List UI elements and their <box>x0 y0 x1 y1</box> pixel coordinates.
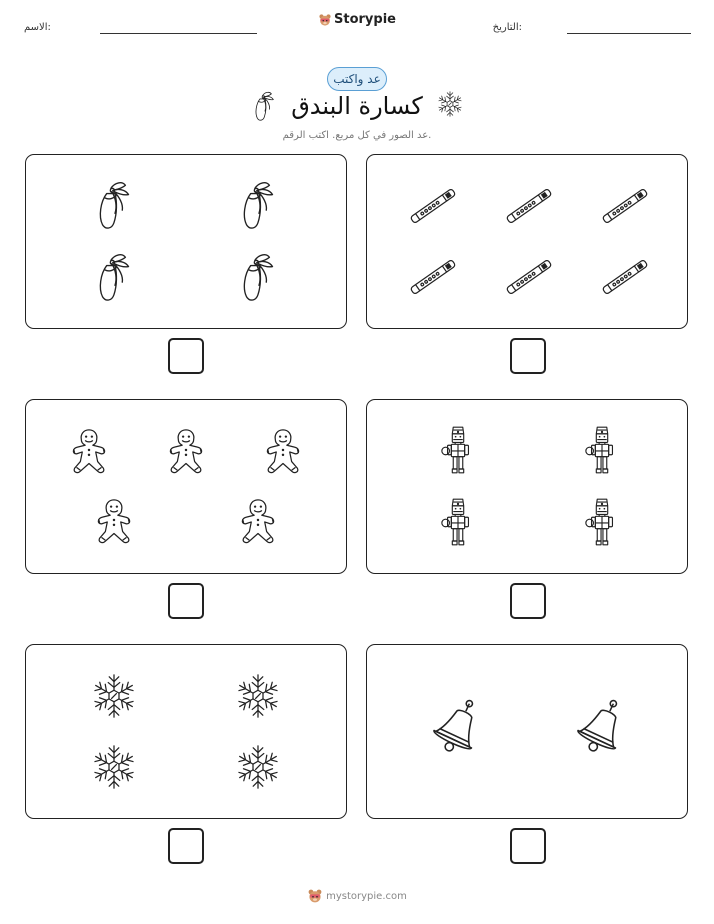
name-label: الاسم: <box>24 22 51 33</box>
nutcracker-icon <box>439 424 477 476</box>
ballet-shoe-icon <box>94 251 136 303</box>
bell-icon <box>427 697 489 759</box>
answer-box[interactable] <box>168 338 204 374</box>
flute-icon <box>405 249 461 305</box>
flute-icon <box>597 249 653 305</box>
answer-box[interactable] <box>510 338 546 374</box>
gingerbread-man-icon <box>90 497 138 545</box>
nutcracker-icon <box>439 496 477 548</box>
date-label: التاريخ: <box>492 22 522 33</box>
ballet-shoe-icon <box>238 251 280 303</box>
answer-box[interactable] <box>510 583 546 619</box>
activity-tag: عد واكتب <box>327 67 387 91</box>
answer-box[interactable] <box>168 828 204 864</box>
flute-icon <box>501 249 557 305</box>
flute-icon <box>597 178 653 234</box>
gingerbread-man-icon <box>259 427 307 475</box>
snowflake-icon <box>234 672 282 720</box>
snowflake-icon <box>436 90 464 118</box>
brand-name: Storypie <box>334 12 396 27</box>
answer-box[interactable] <box>168 583 204 619</box>
name-field[interactable] <box>100 33 257 34</box>
snowflake-icon <box>234 743 282 791</box>
panel-snowflakes <box>25 644 347 819</box>
bear-logo-icon <box>318 13 332 27</box>
panel-flutes <box>366 154 688 329</box>
gingerbread-man-icon <box>162 427 210 475</box>
nutcracker-icon <box>583 424 621 476</box>
flute-icon <box>405 178 461 234</box>
instructions: عد الصور في كل مربع. اكتب الرقم. <box>282 130 432 141</box>
bear-logo-icon <box>307 888 323 904</box>
ballet-shoe-icon <box>252 90 278 122</box>
footer-url[interactable]: mystorypie.com <box>326 891 407 902</box>
ballet-shoe-icon <box>238 179 280 231</box>
panel-ballet-shoes <box>25 154 347 329</box>
panel-gingerbread <box>25 399 347 574</box>
footer <box>0 888 714 904</box>
brand-logo <box>0 12 714 27</box>
gingerbread-man-icon <box>65 427 113 475</box>
bell-icon <box>571 697 633 759</box>
page-title: كسارة البندق <box>291 92 423 120</box>
date-field[interactable] <box>567 33 691 34</box>
flute-icon <box>501 178 557 234</box>
gingerbread-man-icon <box>234 497 282 545</box>
snowflake-icon <box>90 672 138 720</box>
ballet-shoe-icon <box>94 179 136 231</box>
panel-bells <box>366 644 688 819</box>
snowflake-icon <box>90 743 138 791</box>
answer-box[interactable] <box>510 828 546 864</box>
nutcracker-icon <box>583 496 621 548</box>
panel-nutcrackers <box>366 399 688 574</box>
